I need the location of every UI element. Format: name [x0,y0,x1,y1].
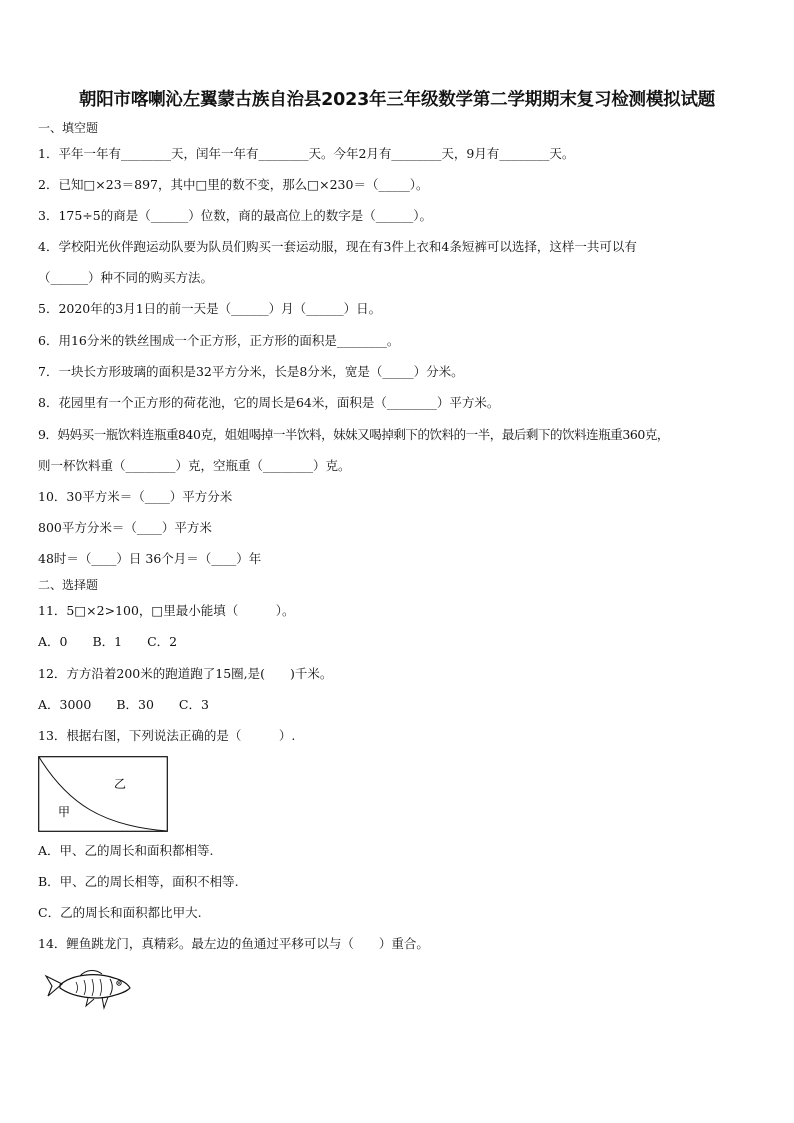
question-11-options: A．0 B．1 C．2 [38,634,178,649]
question-9-line-1: 9．妈妈买一瓶饮料连瓶重840克，姐姐喝掉一半饮料，妹妹又喝掉剩下的饮料的一半，最后剩下的饮料连瓶重360克， [38,427,669,442]
figure-rectangle [39,757,168,832]
question-2: 2．已知□×23＝897，其中□里的数不变，那么□×230＝（_____）。 [38,177,429,192]
q13-figure [38,756,168,832]
question-8: 8．花园里有一个正方形的荷花池，它的周长是64米，面积是（________）平方米。 [38,395,500,410]
question-10-line-1: 10．30平方米＝（____）平方分米 [38,489,233,504]
question-1: 1．平年一年有________天，闰年一年有________天。今年2月有________天，9月有________天。 [38,146,575,161]
question-11: 11．5□×2>100，□里最小能填（ ）。 [38,603,295,618]
question-9-line-2: 则一杯饮料重（________）克，空瓶重（________）克。 [38,458,351,473]
section-fill-blank: 一、填空题 [38,121,99,135]
page-title: 朝阳市喀喇沁左翼蒙古族自治县2023年三年级数学第二学期期末复习检测模拟试题 [78,90,716,110]
question-13-option-c: C．乙的周长和面积都比甲大. [38,905,202,920]
question-10-line-3: 48时＝（____）日 36个月＝（____）年 [38,551,262,566]
section-choice: 二、选择题 [38,578,99,592]
question-14: 14．鲤鱼跳龙门，真精彩。最左边的鱼通过平移可以与（ ）重合。 [38,936,429,951]
question-10-line-2: 800平方分米＝（____）平方米 [38,520,212,535]
question-3: 3．175÷5的商是（______）位数，商的最高位上的数字是（______）。 [38,208,432,223]
question-7: 7．一块长方形玻璃的面积是32平方分米，长是8分米，宽是（_____）分米。 [38,364,464,379]
fish-icon [42,966,134,1014]
question-13-option-a: A．甲、乙的周长和面积都相等. [38,843,214,858]
question-5: 5．2020年的3月1日的前一天是（______）月（______）日。 [38,301,382,316]
question-4-line-1: 4．学校阳光伙伴跑运动队要为队员们购买一套运动服，现在有3件上衣和4条短裤可以选择，这样一共可以有 [38,239,637,254]
question-6: 6．用16分米的铁丝围成一个正方形，正方形的面积是________。 [38,333,400,348]
figure-label-yi: 乙 [114,777,127,791]
question-4-line-2: （______）种不同的购买方法。 [38,270,214,285]
question-12: 12．方方沿着200米的跑道跑了15圈,是( )千米。 [38,666,333,681]
figure-curve [39,757,167,831]
question-13-option-b: B．甲、乙的周长相等，面积不相等. [38,874,239,889]
figure-label-jia: 甲 [58,805,71,819]
question-13: 13．根据右图，下列说法正确的是（ ）. [38,728,296,743]
question-12-options: A．3000 B．30 C．3 [38,697,209,712]
